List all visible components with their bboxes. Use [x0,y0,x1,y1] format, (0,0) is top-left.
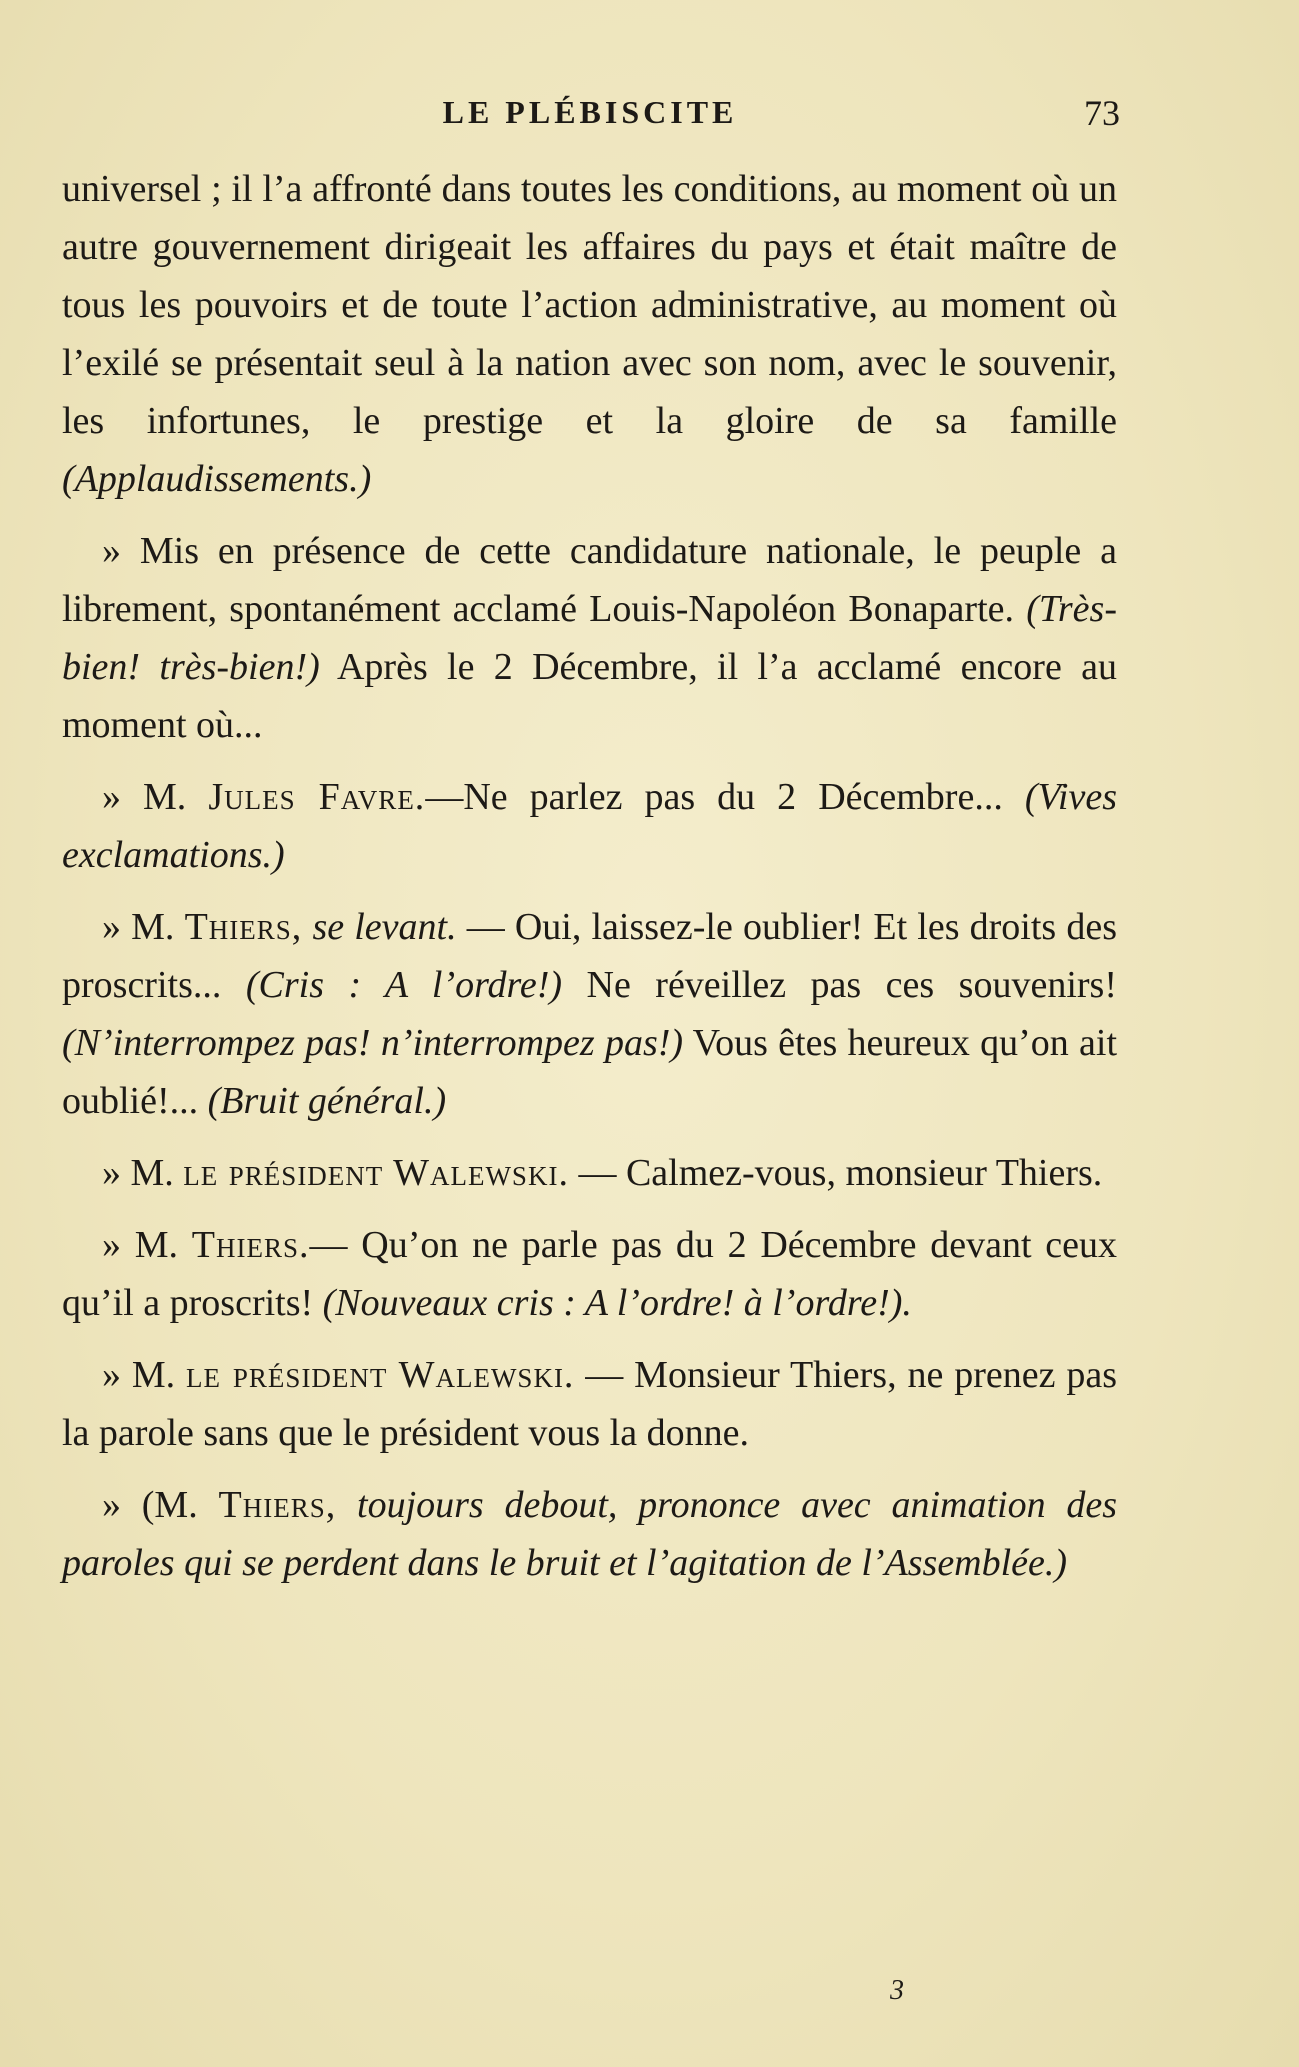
italic-text: (N’interrompez pas! n’interrompez pas!) [62,1022,684,1064]
text-segment: » M. [102,776,209,818]
speaker-name: Thiers, [218,1484,337,1526]
speaker-name: Thiers. [191,1224,310,1266]
speaker-name: le président Walewski. [183,1152,569,1194]
paragraph [62,898,1117,1130]
running-title: LE PLÉBISCITE [442,94,738,130]
text-segment: » M. [102,1354,187,1396]
italic-text: (Bruit général.) [207,1080,447,1122]
text-segment: — Qu’on ne parle pas du 2 Décembre devant ceux qu’il a proscrits! [62,1224,1117,1324]
italic-text: (Applaudissements.) [62,458,372,500]
paragraph [62,1346,1117,1462]
text-segment: » (M. [102,1484,219,1526]
paragraph [62,160,1117,508]
italic-text: (Vives exclamations.) [62,776,1117,876]
text-segment [336,1484,357,1526]
body-text [62,160,1117,1606]
text-segment: — Oui, laissez-le oublier! Et les droits des proscrits... [62,906,1117,1006]
signature-mark: 3 [890,1975,904,2006]
page-number: 73 [1084,93,1120,133]
page-header [60,86,1120,146]
text-segment: » M. [102,906,185,948]
text-segment: Après le 2 Décembre, il l’a acclamé encore au moment où... [62,646,1117,746]
text-segment: Vous êtes heureux qu’on ait oublié!... [62,1022,1117,1122]
italic-text: (Nouveaux cris : A l’ordre! à l’ordre!). [322,1282,912,1324]
text-segment: — Monsieur Thiers, ne prenez pas la parole sans que le président vous la donne. [62,1354,1117,1454]
speaker-name: Thiers, [184,906,303,948]
italic-text: toujours debout, prononce avec animation des paroles qui se perdent dans le bruit et l’agitation de l’Assemblée.) [62,1484,1117,1584]
text-segment: » Mis en présence de cette candidature nationale, le peuple a librement, spontanément acclamé Louis-Napoléon Bonaparte. [62,530,1117,630]
text-segment: universel ; il l’a affronté dans toutes les conditions, au moment où un autre gouvernement dirigeait les affaires du pays et était maître de tous les pouvoirs et de toute l’action administrative, au moment où l’exilé se présentait seul à la nation avec son nom, avec le souvenir, les infortunes, le prestige et la gloire de sa famille [62,168,1117,442]
paragraph [62,768,1117,884]
paragraph [62,1144,1117,1202]
text-segment: — Calmez-vous, monsieur Thiers. [568,1152,1103,1194]
italic-text: (Cris : A l’ordre!) [245,964,563,1006]
text-segment: » M. [102,1152,184,1194]
italic-text: (Très-bien! très-bien!) [62,588,1117,688]
speaker-name: le président Walewski. [186,1354,575,1396]
text-segment: Ne réveillez pas ces souvenirs! [562,964,1117,1006]
text-segment [302,906,312,948]
paragraph [62,1216,1117,1332]
italic-text: se levant. [312,906,457,948]
speaker-name: Jules Favre. [208,776,426,818]
paragraph [62,522,1117,754]
paragraph [62,1476,1117,1592]
text-segment: —Ne parlez pas du 2 Décembre... [425,776,1025,818]
text-segment: » M. [102,1224,192,1266]
